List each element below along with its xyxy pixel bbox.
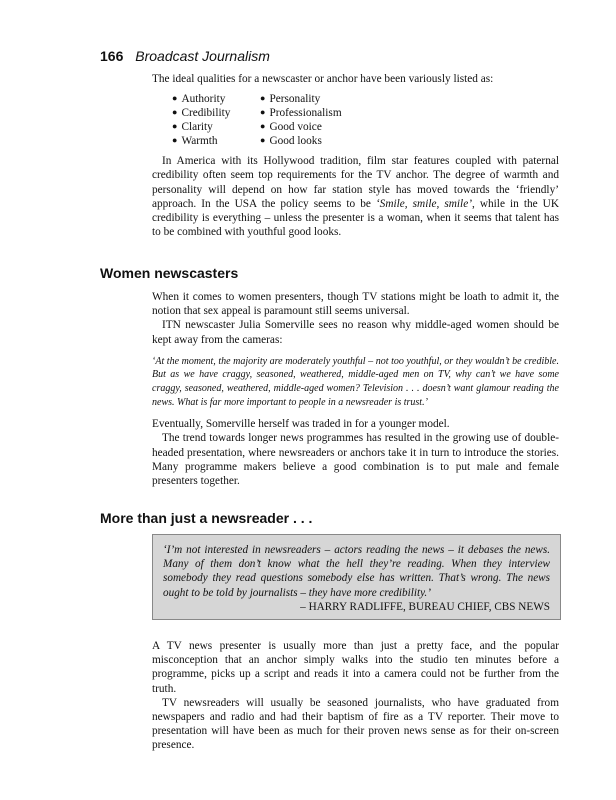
pull-quote-box (152, 534, 561, 620)
page-number: 166 (100, 48, 124, 64)
paragraph: ITN newscaster Julia Somerville sees no reason why middle-aged women should be kept away from the cameras: (152, 319, 559, 346)
list-item: ● Clarity (172, 120, 260, 134)
list-item: ● Professionalism (260, 106, 348, 120)
list-item: ● Credibility (172, 106, 260, 120)
paragraph: Eventually, Somerville herself was traded in for a younger model. (152, 418, 450, 431)
newsreader-section (152, 639, 559, 753)
smile-quote: ‘Smile, smile, smile’ (375, 197, 472, 210)
list-item: ● Good looks (260, 134, 348, 148)
america-paragraph: In America with its Hollywood tradition, film star features coupled with paternal credibility often seem top requirements for the TV anchor. The degree of warmth and personality will depend on how far station style has moved towards the ‘friendly’ approach. In the USA the policy seems to be ‘Smile, smile, smile’, while in the UK credibility is everything – unless the presenter is a woman, when it seems that talent has to be combined with youthful good looks. (152, 155, 559, 239)
more-than-newsreader-heading: More than just a newsreader . . . (100, 510, 313, 526)
qualities-left-column (172, 92, 260, 148)
list-item: ● Personality (260, 92, 348, 106)
book-title: Broadcast Journalism (135, 48, 270, 64)
list-item: ● Authority (172, 92, 260, 106)
paragraph: TV newsreaders will usually be seasoned journalists, who have graduated from newspapers and radio and had their baptism of fire as a TV reporter. Their move to presentation will have been as much for their proven news sense as for their on-screen presence. (152, 696, 559, 752)
women-newscasters-heading: Women newscasters (100, 265, 239, 281)
running-header (100, 48, 270, 64)
list-item: ● Good voice (260, 120, 348, 134)
qualities-right-column (260, 92, 348, 148)
paragraph: When it comes to women presenters, though TV stations might be loath to admit it, the notion that sex appeal is paramount still seems universal. (152, 291, 559, 318)
intro-paragraph: The ideal qualities for a newscaster or anchor have been variously listed as: (152, 73, 494, 85)
pull-quote-attribution: – HARRY RADLIFFE, BUREAU CHIEF, CBS NEWS (300, 600, 550, 613)
pull-quote-text: ‘I’m not interested in newsreaders – actors reading the news – it debases the news. Many of them don’t know what the hell they’re reading. When they interview somebody they read questions somebody else has written. That’s wrong. The news ought to be told by journalists – they have more credibility.’ (163, 544, 550, 599)
qualities-list (172, 92, 559, 148)
women-newscasters-section (152, 290, 559, 488)
somerville-quote: ‘At the moment, the majority are moderately youthful – not too youthful, or they wouldn’t be credible. But as we have craggy, seasoned, weathered, middle-aged men on TV, why can’t we have some craggy, seasoned, weathered, middle-aged women? Television . . . doesn’t want glamour reading the news. What is far more important to people in a newsreader is trust.’ (152, 355, 559, 408)
list-item: ● Warmth (172, 134, 260, 148)
paragraph: The trend towards longer news programmes has resulted in the growing use of double-headed presentation, where newsreaders or anchors take it in turn to introduce the stories. Many programme makers believe a good combination is to put male and female presenters together. (152, 432, 559, 487)
paragraph: A TV news presenter is usually more than just a pretty face, and the popular misconception that an anchor simply walks into the studio ten minutes before a programme, picks up a script and reads it into a camera could not be further from the truth. (152, 640, 559, 695)
intro-block (152, 72, 559, 239)
